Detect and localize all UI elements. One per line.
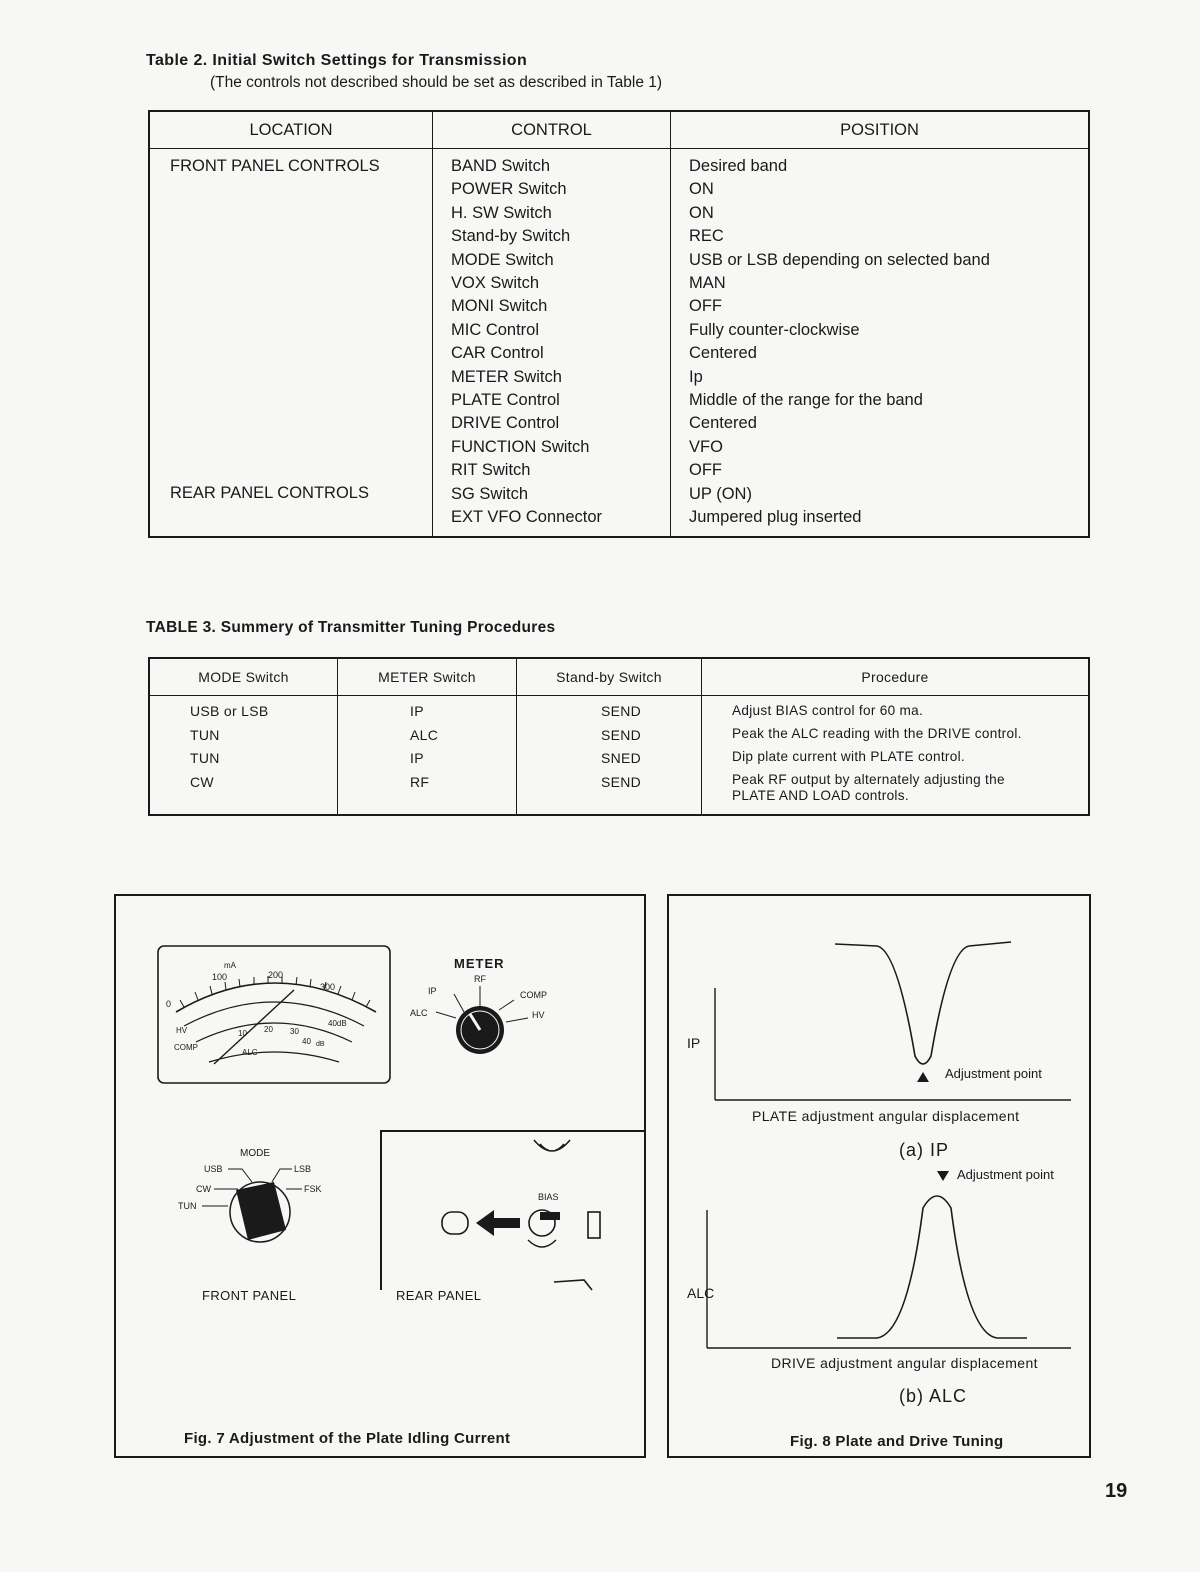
table3-mode: USB or LSB	[190, 703, 269, 719]
meter-scale-label: mA	[224, 961, 236, 970]
table2-position: Fully counter-clockwise	[689, 320, 860, 339]
meter-scale-label: 20	[264, 1025, 273, 1034]
table3-meter-cell	[338, 696, 517, 816]
fig8-graphs	[667, 894, 1091, 1424]
table2-title: Table 2. Initial Switch Settings for Transmission	[146, 52, 528, 69]
table3-title: TABLE 3. Summery of Transmitter Tuning Procedures	[146, 619, 556, 636]
table3-procedure: Peak RF output by alternately adjusting the	[732, 772, 1005, 788]
table3-standby: SEND	[601, 773, 642, 790]
table3-procedure: PLATE AND LOAD controls.	[732, 788, 909, 804]
meter-scale-label: ALC	[242, 1048, 258, 1057]
table2-control: PLATE Control	[451, 391, 560, 410]
table2-position: Ip	[689, 367, 703, 386]
table2-control: H. SW Switch	[451, 203, 552, 222]
table2-position: Jumpered plug inserted	[689, 508, 862, 527]
table2-control: SG Switch	[451, 484, 529, 503]
meter-switch-label: IP	[428, 986, 437, 996]
meter-scale-label: dB	[316, 1041, 325, 1048]
fig7-caption: Fig. 7 Adjustment of the Plate Idling Current	[184, 1430, 511, 1447]
table2-control: POWER Switch	[451, 180, 567, 199]
table3-header-mode: MODE Switch	[149, 658, 338, 696]
meter-scale-label: 30	[290, 1027, 299, 1036]
table3-procedure: Dip plate current with PLATE control.	[732, 748, 965, 764]
graph-a-curve	[835, 942, 1011, 1064]
table2-position: ON	[689, 203, 714, 222]
meter-switch-label: ALC	[410, 1008, 428, 1018]
meter-scale-label: 200	[268, 970, 284, 980]
table2-header-location: LOCATION	[149, 111, 433, 149]
table2-position: MAN	[689, 274, 726, 293]
graph-a-title: (a) IP	[899, 1140, 950, 1160]
graph-a-point-label: Adjustment point	[945, 1066, 1042, 1081]
table3-meter: IP	[410, 750, 424, 766]
table2-location-rear: REAR PANEL CONTROLS	[170, 484, 369, 503]
bias-label: BIAS	[538, 1192, 559, 1202]
table2-position: REC	[689, 227, 724, 246]
table3-mode: CW	[190, 773, 214, 790]
graph-b-x-label: DRIVE adjustment angular displacement	[771, 1355, 1038, 1371]
mode-switch-pointer	[236, 1182, 286, 1240]
table2-position-cell	[671, 149, 1090, 537]
meter-switch-label: RF	[474, 974, 486, 984]
table3-procedure: Peak the ALC reading with the DRIVE control.	[732, 725, 1022, 741]
table2-control: MODE Switch	[451, 250, 554, 269]
table2-control: FUNCTION Switch	[451, 437, 590, 456]
meter-scale-label: 40dB	[328, 1019, 347, 1028]
meter-scale-label: COMP	[174, 1043, 198, 1052]
table2	[148, 110, 1090, 538]
table2-position: Centered	[689, 344, 757, 363]
table2-header-control: CONTROL	[433, 111, 671, 149]
graph-a-point-marker	[917, 1072, 929, 1082]
meter-scale-label: HV	[176, 1026, 188, 1035]
rotate-arrow-icon	[528, 1240, 556, 1247]
table2-control: BAND Switch	[451, 157, 551, 175]
fig8-caption: Fig. 8 Plate and Drive Tuning	[790, 1433, 1004, 1450]
table2-control: EXT VFO Connector	[451, 508, 603, 527]
graph-a-x-label: PLATE adjustment angular displacement	[752, 1108, 1020, 1124]
graph-b-curve	[837, 1196, 1027, 1338]
table2-control: MONI Switch	[451, 297, 548, 316]
table2-control: METER Switch	[451, 367, 562, 386]
table2-position: USB or LSB depending on selected band	[689, 250, 990, 269]
mode-switch-label: FSK	[304, 1184, 322, 1194]
table2-control: Stand-by Switch	[451, 227, 571, 246]
table2-position: ON	[689, 180, 714, 199]
mode-switch-label: LSB	[294, 1164, 312, 1174]
mode-switch-label: TUN	[178, 1201, 197, 1211]
table3-meter: ALC	[410, 726, 439, 743]
table3-meter: RF	[410, 773, 430, 790]
meter-switch-title: METER	[454, 956, 505, 971]
table2-control: MIC Control	[451, 320, 540, 339]
table3-header-meter: METER Switch	[338, 658, 517, 696]
table2-position: Desired band	[689, 157, 788, 175]
meter-switch-label: COMP	[520, 990, 547, 1000]
meter-scale-label: 100	[212, 972, 228, 982]
bias-plug-icon	[442, 1212, 468, 1234]
table3-mode-cell	[149, 696, 338, 816]
bias-connector-icon	[534, 1140, 570, 1151]
front-panel-label: FRONT PANEL	[202, 1288, 297, 1303]
table2-position: Centered	[689, 414, 757, 433]
table3-standby: SEND	[601, 726, 642, 743]
rear-panel-label: REAR PANEL	[396, 1288, 482, 1303]
table2-location-cell	[149, 149, 433, 537]
graph-a-y-label: IP	[687, 1035, 701, 1051]
table2-control: VOX Switch	[451, 274, 540, 293]
table2-subtitle: (The controls not described should be set as described in Table 1)	[210, 74, 663, 91]
table3-mode: TUN	[190, 750, 220, 766]
table3-procedure-cell	[702, 696, 1090, 816]
rear-panel-outline	[380, 1130, 646, 1132]
meter-scale-arc-1	[176, 983, 376, 1012]
table2-location-front: FRONT PANEL CONTROLS	[170, 157, 380, 175]
meter-scale-label: 40	[302, 1037, 311, 1046]
table3	[148, 657, 1090, 816]
table2-position: OFF	[689, 461, 722, 480]
meter-face	[158, 946, 390, 1083]
meter-scale-label: 10	[238, 1029, 247, 1038]
graph-b-point-marker	[937, 1171, 949, 1181]
meter-scale-label: 0	[166, 999, 172, 1009]
mode-switch-label: CW	[196, 1184, 211, 1194]
meter-alc-bracket	[209, 1052, 339, 1062]
table3-standby: SEND	[601, 703, 642, 719]
graph-b-point-label: Adjustment point	[957, 1167, 1054, 1182]
table2-position: UP (ON)	[689, 484, 752, 503]
table2-header-position: POSITION	[671, 111, 1090, 149]
table2-control-cell	[433, 149, 671, 537]
graph-b-title: (b) ALC	[899, 1386, 968, 1406]
meter-switch-label: HV	[532, 1010, 545, 1020]
fig7-illustration	[114, 894, 646, 1414]
table3-standby-cell	[517, 696, 702, 816]
meter-scale-label: 300	[320, 982, 336, 992]
table2-control: DRIVE Control	[451, 414, 560, 433]
table2-control: CAR Control	[451, 344, 544, 363]
mode-switch-title: MODE	[240, 1148, 270, 1159]
table2-position: VFO	[689, 437, 723, 456]
table3-standby: SNED	[601, 750, 642, 766]
table3-header-standby: Stand-by Switch	[517, 658, 702, 696]
page-number: 19	[1105, 1480, 1128, 1502]
table2-control: RIT Switch	[451, 461, 531, 480]
table3-header-procedure: Procedure	[702, 658, 1090, 696]
mode-switch-label: USB	[204, 1164, 223, 1174]
table3-mode: TUN	[190, 726, 220, 743]
arrow-icon	[476, 1210, 520, 1236]
table3-procedure: Adjust BIAS control for 60 ma.	[732, 703, 924, 718]
table2-position: OFF	[689, 297, 722, 316]
bias-block-icon	[588, 1212, 600, 1238]
table3-meter: IP	[410, 703, 424, 719]
table2-position: Middle of the range for the band	[689, 391, 923, 410]
graph-b-y-label: ALC	[687, 1285, 715, 1301]
